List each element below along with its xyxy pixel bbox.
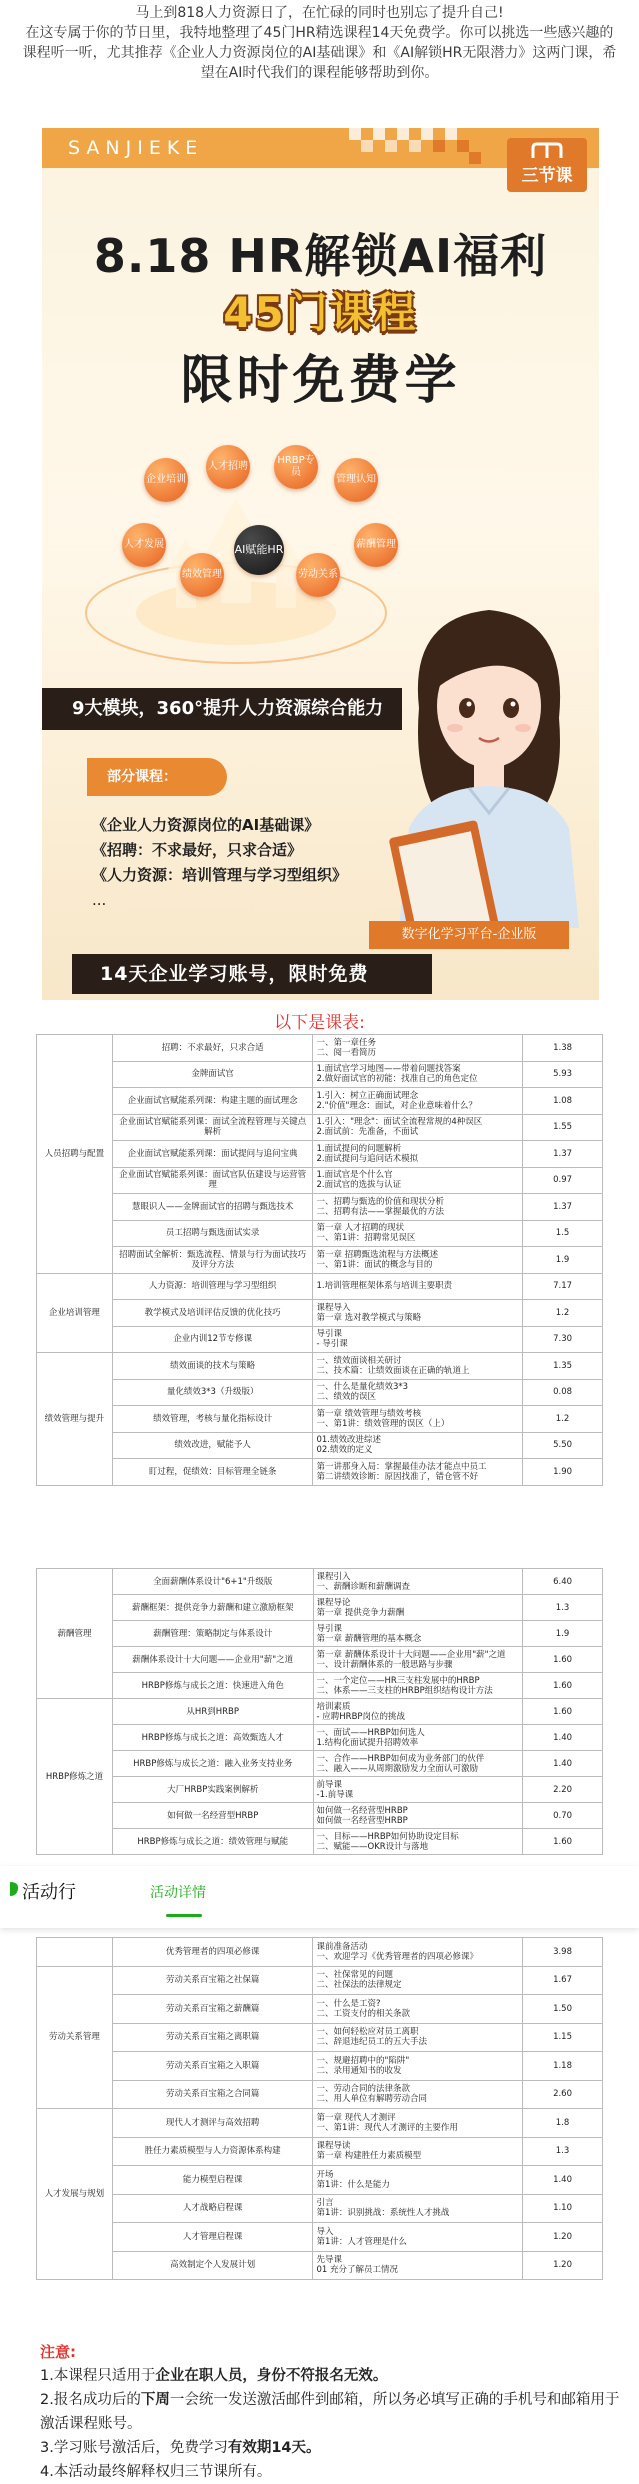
hours-cell: 6.40 — [523, 1569, 603, 1595]
hours-cell: 1.18 — [523, 2052, 603, 2081]
poster-title-1: 8.18 HR解锁AI福利 — [93, 229, 548, 283]
table-row — [37, 2166, 603, 2195]
table-row — [37, 2080, 603, 2109]
content-cell: 1.引入："理念"：面试全流程常规的4种误区 2.面试前：先准备，不面试 — [313, 1114, 523, 1141]
schedule-table-3 — [36, 1937, 603, 2280]
content-cell: 01.绩效改进综述 02.绩效的定义 — [313, 1432, 523, 1459]
hours-cell: 1.50 — [523, 1995, 603, 2024]
hours-cell: 1.08 — [523, 1088, 603, 1115]
table-row — [37, 2052, 603, 2081]
table-row — [37, 1432, 603, 1459]
course-cell: 如何做一名经营型HRBP — [112, 1803, 313, 1829]
course-cell: HRBP修炼与成长之道：绩效管理与赋能 — [112, 1829, 313, 1855]
intro-line-2: 在这专属于你的节日里，我特地整理了45门HR精选课程14天免费学。你可以挑选一些感兴趣的课程听一听，尤其推荐《企业人力资源岗位的AI基础课》和《AI解锁HR无限潜力》这两门课，希望在AI时代我们的课程能够帮助到你。 — [22, 25, 617, 81]
table-row — [37, 1379, 603, 1406]
featured-course-more: ... — [92, 891, 107, 909]
brand-logo — [507, 138, 587, 192]
content-cell: 导引课 - 导引课 — [313, 1326, 523, 1353]
featured-course: 《企业人力资源岗位的AI基础课》 — [92, 816, 320, 834]
content-cell: 1.面试提问的问题解析 2.面试提问与追问话术模拟 — [313, 1141, 523, 1168]
content-cell: 如何做一名经营型HRBP 如何做一名经营型HRBP — [313, 1803, 523, 1829]
course-cell: 人力资源：培训管理与学习型组织 — [112, 1273, 313, 1300]
course-cell: 企业内训12节专修课 — [112, 1326, 313, 1353]
table-row — [37, 2023, 603, 2052]
note-3-text: 3.学习账号激活后，免费学习 — [40, 2440, 228, 2456]
hours-cell: 1.60 — [523, 1673, 603, 1699]
content-cell: 一、面试——HRBP如何选人 1.结构化面试提升招聘效率 — [313, 1725, 523, 1751]
table-row — [37, 1220, 603, 1247]
schedule-table-1 — [36, 1034, 603, 1486]
hours-cell: 1.37 — [523, 1141, 603, 1168]
course-cell: 员工招聘与甄选面试实录 — [112, 1220, 313, 1247]
hours-cell: 1.38 — [523, 1035, 603, 1062]
table-row — [37, 1035, 603, 1062]
table-row — [37, 2137, 603, 2166]
content-cell: 第一讲那身入局：掌握最佳办法才能点中员工 第二讲绩效诊断：原因找准了，错仓管不好 — [313, 1459, 523, 1486]
hours-cell: 5.50 — [523, 1432, 603, 1459]
course-cell: 招聘：不求最好，只求合适 — [112, 1035, 313, 1062]
node-hrbp: HRBP专员 — [274, 445, 318, 489]
partial-courses-pill: 部分课程： — [87, 758, 227, 796]
hours-cell: 1.40 — [523, 2166, 603, 2195]
category-cell: 企业培训管理 — [37, 1273, 113, 1353]
content-cell: 一、什么是量化绩效3*3 二、绩效的误区 — [313, 1379, 523, 1406]
hours-cell: 3.98 — [523, 1938, 603, 1967]
content-cell: 1.引入：树立正确面试理念 2."价值"理念：面试，对企业意味着什么？ — [313, 1088, 523, 1115]
content-cell: 一、什么是工资? 二、工资支付的相关条款 — [313, 1995, 523, 2024]
course-cell: 招聘面试全解析：甄选流程、情景与行为面试技巧及评分方法 — [112, 1247, 313, 1274]
table-row — [37, 2109, 603, 2138]
course-cell: 能力模型启程课 — [112, 2166, 313, 2195]
hours-cell: 1.3 — [523, 2137, 603, 2166]
table-row — [37, 1621, 603, 1647]
category-cell: 劳动关系管理 — [37, 1966, 113, 2109]
course-cell: 慧眼识人——金牌面试官的招聘与甄选技术 — [112, 1194, 313, 1221]
node-enterprise-training: 企业培训 — [144, 458, 188, 502]
table-row — [37, 1803, 603, 1829]
intro-line-1: 马上到818人力资源日了，在忙碌的同时也别忘了提升自己! — [135, 5, 504, 21]
category-cell: 绩效管理与提升 — [37, 1353, 113, 1486]
content-cell: 开场 第1讲：什么是能力 — [313, 2166, 523, 2195]
hours-cell: 1.20 — [523, 2223, 603, 2252]
leaf-logo-icon — [8, 1880, 20, 1898]
featured-course: 《人力资源：培训管理与学习型组织》 — [92, 866, 348, 884]
content-cell: 一、规避招聘中的"陷阱" 二、录用通知书的收发 — [313, 2052, 523, 2081]
poster-title-2: 45门课程 — [223, 288, 418, 337]
content-cell: 课程导论 第一章 提供竞争力薪酬 — [313, 1595, 523, 1621]
featured-course-list — [92, 813, 392, 913]
note-1-text: 1.本课程只适用于 — [40, 2368, 156, 2384]
table-row — [37, 1725, 603, 1751]
note-3 — [40, 2436, 620, 2460]
featured-course: 《招聘：不求最好，只求合适》 — [92, 841, 303, 859]
event-brand: 活动行 — [22, 1882, 76, 1903]
tab-event-details[interactable]: 活动详情 — [150, 1885, 206, 1901]
hours-cell: 1.15 — [523, 2023, 603, 2052]
hours-cell: 1.2 — [523, 1406, 603, 1433]
content-cell: 一、招聘与甄选的价值和现状分析 二、招聘有法——掌握最优的方法 — [313, 1194, 523, 1221]
course-cell: 绩效面谈的技术与策略 — [112, 1353, 313, 1380]
hours-cell: 1.67 — [523, 1966, 603, 1995]
content-cell: 1.面试官是个什么官 2.面试官的选拔与认证 — [313, 1167, 523, 1194]
hours-cell: 0.70 — [523, 1803, 603, 1829]
schedule-title: 以下是课表: — [274, 1013, 365, 1033]
hours-cell: 1.10 — [523, 2194, 603, 2223]
table-row — [37, 1194, 603, 1221]
content-cell: 第一章 薪酬体系设计十大问题——企业用"薪"之道 一、设计薪酬体系的一般思路与步骤 — [313, 1647, 523, 1673]
table-row — [37, 2194, 603, 2223]
course-cell: 劳动关系百宝箱之合同篇 — [112, 2080, 313, 2109]
course-cell: 劳动关系百宝箱之入职篇 — [112, 2052, 313, 2081]
content-cell: 1.面试官学习地图——带着问题找答案 2.做好面试官的初能：找准自己的角色定位 — [313, 1061, 523, 1088]
course-cell: 大厂HRBP实践案例解析 — [112, 1777, 313, 1803]
course-cell: HRBP修炼与成长之道：快速进入角色 — [112, 1673, 313, 1699]
node-talent-development: 人才发展 — [122, 523, 166, 567]
node-ai-hr: AI赋能HR — [234, 525, 284, 575]
active-tab-indicator — [166, 1914, 202, 1917]
hours-cell: 1.37 — [523, 1194, 603, 1221]
note-2-emphasis: 下周 — [140, 2392, 170, 2408]
course-cell: 金牌面试官 — [112, 1061, 313, 1088]
hours-cell: 1.20 — [523, 2251, 603, 2280]
course-cell: 从HR到HRBP — [112, 1699, 313, 1725]
hours-cell: 7.30 — [523, 1326, 603, 1353]
hours-cell: 1.2 — [523, 1300, 603, 1327]
intro-text — [0, 0, 639, 105]
hours-cell: 1.40 — [523, 1751, 603, 1777]
hours-cell: 1.90 — [523, 1459, 603, 1486]
table-row — [37, 1829, 603, 1855]
free-account-band: 14天企业学习账号，限时免费 — [72, 954, 432, 994]
hours-cell: 1.60 — [523, 1647, 603, 1673]
poster-title-3: 限时免费学 — [180, 351, 461, 411]
table-row — [37, 1300, 603, 1327]
node-performance: 绩效管理 — [180, 553, 224, 597]
table-row — [37, 1699, 603, 1725]
hours-cell: 1.5 — [523, 1220, 603, 1247]
content-cell: 1.培训管理框架体系与培训主要职责 — [313, 1273, 523, 1300]
table-row — [37, 1353, 603, 1380]
girl-illustration — [359, 598, 599, 928]
course-cell: 企业面试官赋能系列课：面试全流程管理与关键点解析 — [112, 1114, 313, 1141]
hours-cell: 1.8 — [523, 2109, 603, 2138]
logo-mark-icon — [531, 142, 563, 160]
course-cell: 薪酬管理：策略制定与体系设计 — [112, 1621, 313, 1647]
node-management: 管理认知 — [334, 458, 378, 502]
event-tab-bar — [0, 1866, 639, 1928]
hours-cell: 0.97 — [523, 1167, 603, 1194]
course-cell: 劳动关系百宝箱之离职篇 — [112, 2023, 313, 2052]
content-cell: 一、绩效面谈相关研讨 二、技术篇：让绩效面谈在正确的轨道上 — [313, 1353, 523, 1380]
node-labor-relations: 劳动关系 — [296, 553, 340, 597]
course-cell: 高效制定个人发展计划 — [112, 2251, 313, 2280]
course-cell: 人才战略启程课 — [112, 2194, 313, 2223]
hours-cell: 2.60 — [523, 2080, 603, 2109]
content-cell: 一、目标——HRBP如何协助设定目标 二、赋能——OKR设计与落地 — [313, 1829, 523, 1855]
hours-cell: 1.55 — [523, 1114, 603, 1141]
hours-cell: 1.60 — [523, 1699, 603, 1725]
note-2-text: 2.报名成功后的 — [40, 2392, 141, 2408]
hours-cell: 1.3 — [523, 1595, 603, 1621]
schedule-table-2 — [36, 1568, 603, 1855]
content-cell: 第一章 人才招聘的现状 一、第1讲：招聘常见误区 — [313, 1220, 523, 1247]
category-cell: HRBP修炼之道 — [37, 1699, 113, 1855]
table-row — [37, 1751, 603, 1777]
table-row — [37, 1167, 603, 1194]
content-cell: 一、如何轻松应对员工离职 二、辞退违纪员工的五大手法 — [313, 2023, 523, 2052]
note-4: 4.本活动最终解释权归三节课所有。 — [40, 2464, 272, 2480]
node-talent-recruiting: 人才招聘 — [206, 445, 250, 489]
table-row — [37, 1673, 603, 1699]
course-cell: 盯过程，促绩效：目标管理全链条 — [112, 1459, 313, 1486]
course-cell: 优秀管理者的四项必修课 — [112, 1938, 313, 1967]
table-row — [37, 1141, 603, 1168]
table-row — [37, 2251, 603, 2280]
course-cell: 现代人才测评与高效招聘 — [112, 2109, 313, 2138]
table-row — [37, 1966, 603, 1995]
notes-heading: 注意: — [40, 2343, 76, 2361]
table-row — [37, 1247, 603, 1274]
node-compensation: 薪酬管理 — [354, 523, 398, 567]
hours-cell: 1.60 — [523, 1829, 603, 1855]
note-3-emphasis: 有效期14天。 — [227, 2440, 321, 2456]
course-cell: 胜任力素质模型与人力资源体系构建 — [112, 2137, 313, 2166]
content-cell: 先导课 01 充分了解员工情况 — [313, 2251, 523, 2280]
table-row — [37, 1114, 603, 1141]
content-cell: 课程导读 第一章 构建胜任力素质模型 — [313, 2137, 523, 2166]
note-2-tail: 一会统一发送激活邮件到邮箱，所以务必填写正确的手机号和邮箱用于激活课程账号。 — [40, 2392, 620, 2432]
platform-tag: 数字化学习平台-企业版 — [369, 921, 569, 949]
category-cell — [37, 1938, 113, 1967]
content-cell: 课程导入 第一章 选对教学模式与策略 — [313, 1300, 523, 1327]
content-cell: 一、合作——HRBP如何成为业务部门的伙伴 二、融入——从周期激励发力全面认可激励 — [313, 1751, 523, 1777]
course-cell: 量化绩效3*3（升级版） — [112, 1379, 313, 1406]
course-cell: 绩效管理，考核与量化指标设计 — [112, 1406, 313, 1433]
content-cell: 一、第一章任务 二、阅一看简历 — [313, 1035, 523, 1062]
content-cell: 培训素质 - 应聘HRBP岗位的挑战 — [313, 1699, 523, 1725]
category-cell: 人员招聘与配置 — [37, 1035, 113, 1274]
content-cell: 第一章 绩效管理与绩效考核 一、第1讲：绩效管理的误区（上） — [313, 1406, 523, 1433]
course-cell: 企业面试官赋能系列课：面试提问与追问宝典 — [112, 1141, 313, 1168]
table-row — [37, 2223, 603, 2252]
modules-band: 9大模块，360°提升人力资源综合能力 — [42, 688, 402, 730]
table-row — [37, 1995, 603, 2024]
hours-cell: 0.08 — [523, 1379, 603, 1406]
course-cell: 人才管理启程课 — [112, 2223, 313, 2252]
hours-cell: 1.40 — [523, 1725, 603, 1751]
content-cell: 导入 第1讲：人才管理是什么 — [313, 2223, 523, 2252]
note-1-emphasis: 企业在职人员，身份不符报名无效。 — [155, 2368, 388, 2384]
hours-cell: 5.93 — [523, 1061, 603, 1088]
table-row — [37, 1326, 603, 1353]
promo-poster — [42, 128, 599, 1000]
course-cell: 全面薪酬体系设计"6+1"升级版 — [112, 1569, 313, 1595]
content-cell: 引言 第1讲：识别挑战：系统性人才挑战 — [313, 2194, 523, 2223]
brand-english: SANJIEKE — [68, 137, 204, 159]
hours-cell: 1.9 — [523, 1621, 603, 1647]
course-cell: HRBP修炼与成长之道：高效甄选人才 — [112, 1725, 313, 1751]
category-cell: 人才发展与规划 — [37, 2109, 113, 2280]
checker-deco — [349, 128, 489, 176]
content-cell: 导引课 第一章 薪酬管理的基本概念 — [313, 1621, 523, 1647]
notes-section — [40, 2340, 620, 2484]
content-cell: 一、社保常见的问题 二、社保法的法律规定 — [313, 1966, 523, 1995]
table-row — [37, 1595, 603, 1621]
course-cell: 绩效改进，赋能予人 — [112, 1432, 313, 1459]
course-cell: HRBP修炼与成长之道：融入业务支持业务 — [112, 1751, 313, 1777]
category-cell: 薪酬管理 — [37, 1569, 113, 1699]
hours-cell: 1.35 — [523, 1353, 603, 1380]
course-cell: 劳动关系百宝箱之薪酬篇 — [112, 1995, 313, 2024]
note-1 — [40, 2364, 620, 2388]
content-cell: 一、劳动合同的法律条款 二、用人单位有解聘劳动合同 — [313, 2080, 523, 2109]
table-row — [37, 1569, 603, 1595]
table-row — [37, 1273, 603, 1300]
table-row — [37, 1061, 603, 1088]
content-cell: 第一章 现代人才测评 一、第1讲：现代人才测评的主要作用 — [313, 2109, 523, 2138]
course-cell: 劳动关系百宝箱之社保篇 — [112, 1966, 313, 1995]
note-2 — [40, 2388, 620, 2436]
course-cell: 教学模式及培训评估反馈的优化技巧 — [112, 1300, 313, 1327]
content-cell: 课前准备活动 一、欢迎学习《优秀管理者的四项必修课》 — [313, 1938, 523, 1967]
course-cell: 薪酬框架：提供竞争力薪酬和建立激励框架 — [112, 1595, 313, 1621]
content-cell: 课程引入 一、薪酬诊断和薪酬调查 — [313, 1569, 523, 1595]
course-cell: 薪酬体系设计十大问题——企业用"薪"之道 — [112, 1647, 313, 1673]
content-cell: 第一章 招聘甄选流程与方法概述 一、第1讲：面试的概念与目的 — [313, 1247, 523, 1274]
table-row — [37, 1459, 603, 1486]
hours-cell: 7.17 — [523, 1273, 603, 1300]
course-cell: 企业面试官赋能系列课：构建主题的面试理念 — [112, 1088, 313, 1115]
table-row — [37, 1647, 603, 1673]
brand-chinese: 三节课 — [521, 166, 573, 186]
hours-cell: 1.9 — [523, 1247, 603, 1274]
content-cell: 一、一个定位——HR三支柱发展中的HRBP 二、体系——三支柱的HRBP组织结构设计方法 — [313, 1673, 523, 1699]
table-row — [37, 1938, 603, 1967]
hours-cell: 2.20 — [523, 1777, 603, 1803]
table-row — [37, 1777, 603, 1803]
course-cell: 企业面试官赋能系列课：面试官队伍建设与运营管理 — [112, 1167, 313, 1194]
table-row — [37, 1088, 603, 1115]
table-row — [37, 1406, 603, 1433]
content-cell: 前导课 -1.前导课 — [313, 1777, 523, 1803]
